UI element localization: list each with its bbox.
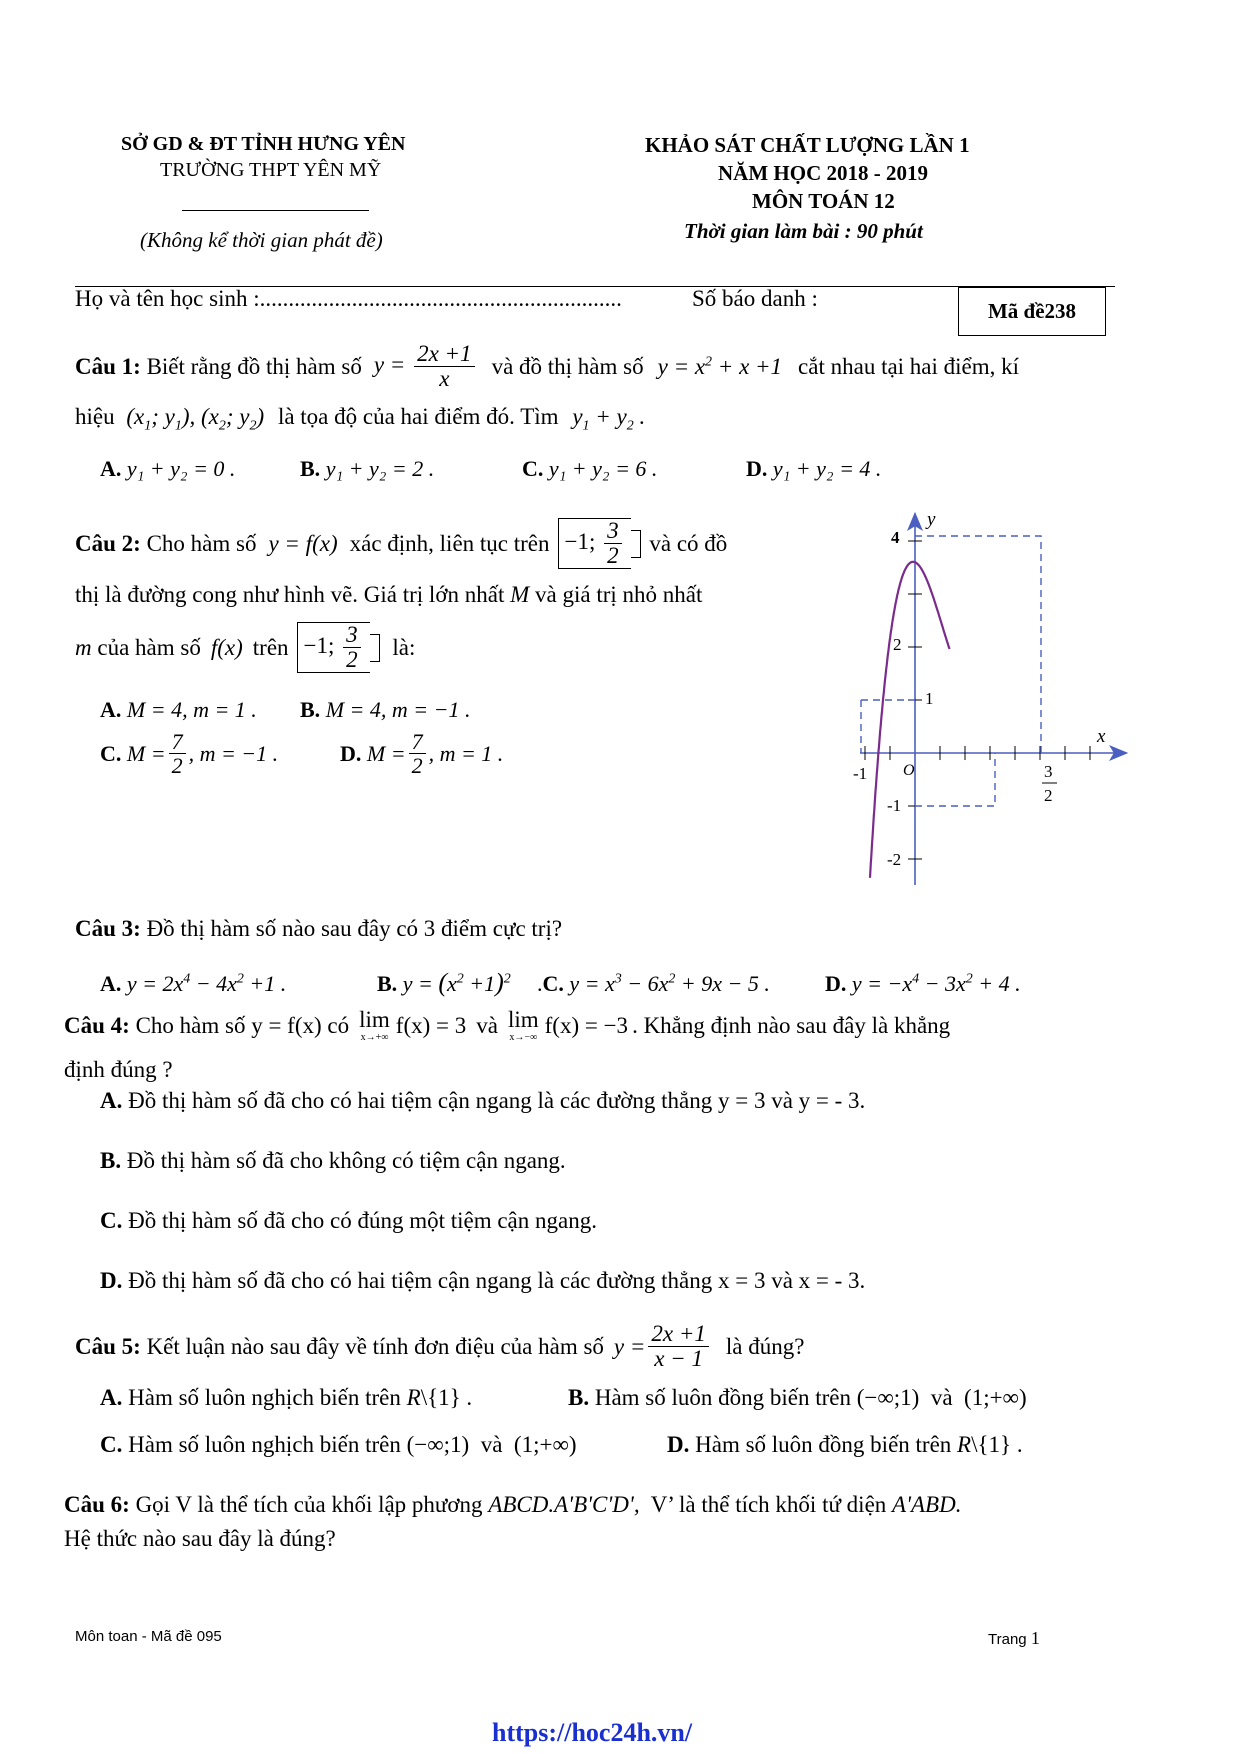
question-2-text-4: thị là đường cong như hình vẽ. Giá trị lớn nhất: [75, 582, 505, 607]
time-note: (Không kể thời gian phát đề): [140, 228, 383, 252]
question-1-text: Biết rằng đồ thị hàm số: [146, 353, 362, 379]
x-tick-3-over-2-num: 3: [1044, 762, 1053, 781]
question-5-text: Kết luận nào sau đây về tính đơn điệu của hàm số: [146, 1333, 604, 1359]
q1-function-1: y = $\frac{2x +1}{x}$: [374, 342, 478, 391]
question-3-option-c[interactable]: .C. $y = x^3 - 6x^2 + 9x - 5$ .: [537, 971, 770, 996]
question-5-line-1: Câu 5: Kết luận nào sau đây về tính đơn điệu của hàm số y = $\frac{2x +1}{x - 1}$ là đúng?: [75, 1321, 805, 1372]
question-2-option-d[interactable]: D. M = $\frac{7}{2}$ , m = 1 .: [340, 729, 504, 779]
exam-code-box: Mã đề238: [958, 287, 1106, 336]
x-axis-label: x: [1097, 726, 1106, 747]
question-1-text-2: và đồ thị hàm số: [491, 353, 644, 379]
question-1-text-5: là tọa độ của hai điểm đó. Tìm: [277, 404, 559, 429]
question-1-option-c[interactable]: C. y₁ + y₂ = 6 .: [522, 456, 658, 481]
question-5-text-2: là đúng?: [725, 1333, 805, 1359]
subject: MÔN TOÁN 12: [752, 189, 895, 213]
question-4-option-a[interactable]: A. Đồ thị hàm số đã cho có hai tiệm cận ngang là các đường thẳng y = 3 và y = - 3.: [100, 1088, 866, 1113]
q1-function-2: $y = x^2 + x +1$: [657, 353, 783, 379]
question-4-line-1: Câu 4: Cho hàm số y = f(x) có lim x→+∞ f(x) = 3 và lim x→−∞ f(x) = −3 . Khẳng định nào sau đây là khẳng: [64, 1007, 951, 1043]
question-3-label: Câu 3:: [75, 916, 141, 941]
question-3-line-1: [75, 916, 562, 942]
question-2-text-2: xác định, liên tục trên: [349, 530, 550, 556]
school-department: SỞ GD & ĐT TỈNH HƯNG YÊN: [121, 133, 406, 155]
question-4-text-2: và: [476, 1012, 498, 1038]
function-curve: [870, 562, 950, 878]
question-1-option-d[interactable]: D. y₁ + y₂ = 4 .: [746, 456, 882, 481]
question-6-line-1: [64, 1492, 961, 1518]
question-3-text: Đồ thị hàm số nào sau đây có 3 điểm cực trị?: [146, 916, 563, 941]
question-6-tetrahedron: A'ABD.: [892, 1492, 962, 1517]
school-year: NĂM HỌC 2018 - 2019: [718, 161, 928, 185]
question-2-line-2: thị là đường cong như hình vẽ. Giá trị lớn nhất M và giá trị nhỏ nhất: [75, 582, 703, 607]
footer-left: Môn toan - Mã đề 095: [75, 1628, 222, 1645]
question-5-option-d[interactable]: D. Hàm số luôn đồng biến trên R\{1} .: [667, 1432, 1023, 1457]
question-2-option-c[interactable]: C. M = $\frac{7}{2}$ , m = −1 .: [100, 729, 279, 779]
question-6-text-2: V’ là thể tích khối tứ diện: [650, 1492, 887, 1517]
question-6-label: Câu 6:: [64, 1492, 130, 1517]
question-2-text-7: trên: [252, 634, 289, 660]
question-2-label: Câu 2:: [75, 530, 141, 556]
q1-target: $y_1 + y_2$ .: [572, 404, 646, 434]
footer-page: Trang 1: [988, 1628, 1040, 1648]
question-2-line-1: [75, 518, 727, 569]
school-name: TRƯỜNG THPT YÊN MỸ: [160, 159, 382, 181]
question-2-text-3: và có đồ: [649, 530, 728, 556]
x-tick-minus-1: -1: [853, 764, 868, 783]
question-6-cube: ABCD.A'B'C'D',: [488, 1492, 640, 1517]
question-6-text: Gọi V là thể tích của khối lập phương: [135, 1492, 483, 1517]
question-5-option-b[interactable]: B. Hàm số luôn đồng biến trên (−∞;1) và (1;+∞): [568, 1385, 1027, 1410]
exam-title: KHẢO SÁT CHẤT LƯỢNG LẦN 1: [645, 133, 970, 157]
question-5-label: Câu 5:: [75, 1333, 141, 1359]
exam-duration: Thời gian làm bài : 90 phút: [684, 219, 923, 243]
question-3-option-a[interactable]: A. $y = 2x^4 - 4x^2 +1$ .: [100, 971, 287, 996]
question-4-line-2: định đúng ?: [64, 1057, 173, 1082]
x-tick-3-over-2-den: 2: [1044, 786, 1053, 805]
header-divider: [182, 210, 369, 211]
student-name-field: Họ và tên học sinh :...............................................................: [75, 286, 622, 311]
question-3-option-b[interactable]: B. $y = (x^2 +1)^2$: [377, 968, 511, 997]
question-2-text-6: của hàm số: [97, 634, 201, 660]
y-tick-minus-1: -1: [887, 796, 902, 815]
q2-function: y = f(x): [268, 530, 338, 556]
y-tick-1: 1: [925, 689, 934, 708]
y-tick-2: 2: [893, 635, 902, 654]
question-4-option-c[interactable]: C. Đồ thị hàm số đã cho có đúng một tiệm cận ngang.: [100, 1208, 597, 1233]
question-4-option-b[interactable]: B. Đồ thị hàm số đã cho không có tiệm cận ngang.: [100, 1148, 566, 1173]
question-2-option-a[interactable]: A. M = 4, m = 1 .: [100, 697, 257, 722]
question-1-text-3: cắt nhau tại hai điểm, kí: [798, 353, 1020, 379]
question-2-text: Cho hàm số: [146, 530, 257, 556]
y-tick-minus-2: -2: [887, 850, 902, 869]
question-4-label: Câu 4:: [64, 1012, 130, 1038]
question-5-option-c[interactable]: C. Hàm số luôn nghịch biến trên (−∞;1) và (1;+∞): [100, 1432, 577, 1457]
question-2-line-3: m của hàm số f(x) trên −1; $\frac{3}{2}$ là:: [75, 622, 416, 673]
question-5-option-a[interactable]: A. Hàm số luôn nghịch biến trên R\{1} .: [100, 1385, 473, 1410]
question-4-text: Cho hàm số y = f(x) có: [135, 1012, 350, 1038]
y-tick-4: 4: [891, 528, 900, 547]
function-graph: [845, 505, 1135, 890]
question-1-option-a[interactable]: A. y₁ + y₂ = 0 .: [100, 456, 236, 481]
question-4-text-3: . Khẳng định nào sau đây là khẳng: [632, 1012, 951, 1038]
question-3-option-d[interactable]: D. $y = -x^4 - 3x^2 + 4$ .: [825, 971, 1021, 996]
question-6-line-2: Hệ thức nào sau đây là đúng?: [64, 1526, 336, 1551]
question-1-text-4: hiệu: [75, 404, 115, 429]
website-link[interactable]: https://hoc24h.vn/: [492, 1718, 693, 1747]
question-2-option-b[interactable]: B. M = 4, m = −1 .: [300, 697, 471, 722]
question-2-text-5: và giá trị nhỏ nhất: [535, 582, 703, 607]
student-id-field: Số báo danh :: [692, 286, 818, 311]
question-1-label: Câu 1:: [75, 353, 141, 379]
question-1-option-b[interactable]: B. y₁ + y₂ = 2 .: [300, 456, 435, 481]
question-1-line-2: [75, 404, 645, 435]
question-4-option-d[interactable]: D. Đồ thị hàm số đã cho có hai tiệm cận ngang là các đường thẳng x = 3 và x = - 3.: [100, 1268, 866, 1293]
q2-interval: −1; $\frac{3}{2}$: [558, 518, 631, 569]
q1-points: ($x_1$; $y_1$), ($x_2$; $y_2$): [126, 404, 265, 434]
question-1-line-1: [75, 342, 1019, 391]
origin-label: O: [903, 762, 915, 779]
question-2-text-8: là:: [392, 634, 416, 660]
y-axis-label: y: [927, 509, 936, 530]
